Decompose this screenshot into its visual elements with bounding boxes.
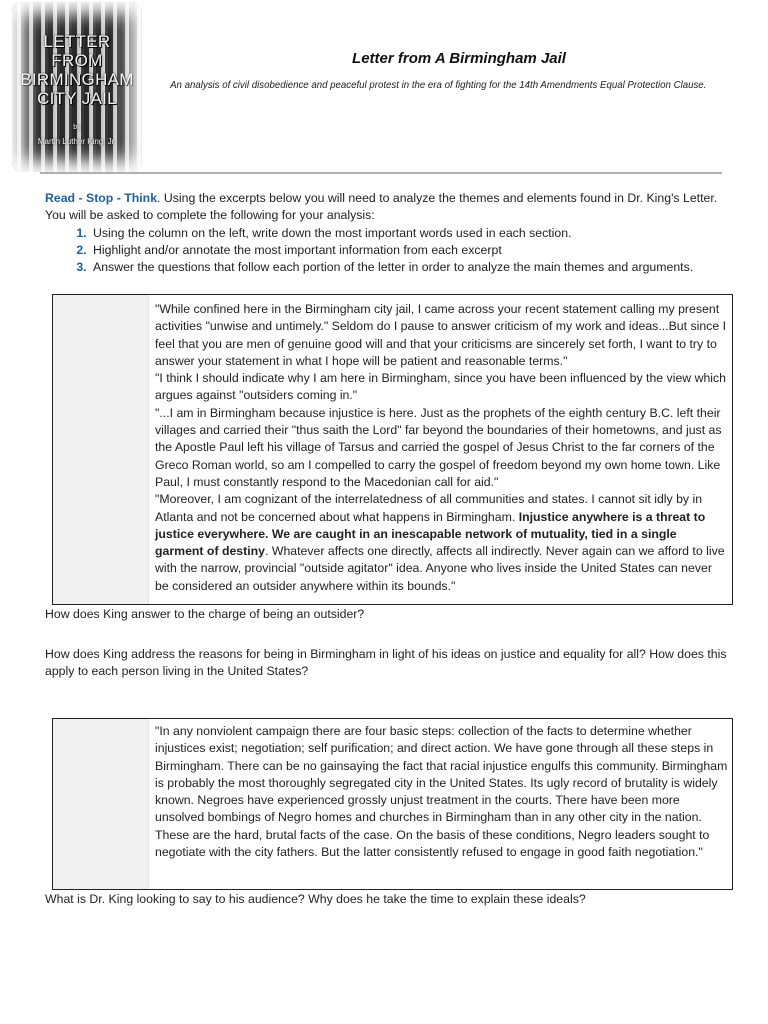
instruction-step: 1. Using the column on the left, write down the most important words used in each section. bbox=[90, 225, 725, 242]
excerpt-bold-quote: Injustice anywhere is a threat to justice everywhere. We are caught in an inescapable network of mutuality, tied in a single garment of destiny bbox=[155, 509, 706, 559]
excerpt-text-2 bbox=[155, 719, 732, 867]
instructions-intro bbox=[45, 190, 725, 225]
excerpt-text-1 bbox=[155, 295, 732, 601]
question-outsider: How does King answer to the charge of being an outsider? bbox=[45, 607, 365, 621]
instruction-step: 3. Answer the questions that follow each portion of the letter in order to analyze the main themes and arguments. bbox=[90, 259, 725, 276]
excerpt-box-2 bbox=[52, 718, 733, 890]
instruction-step: 2. Highlight and/or annotate the most important information from each excerpt bbox=[90, 242, 725, 259]
instructions-text: . Using the excerpts below you will need to analyze the themes and elements found in Dr. King's Letter. You will be asked to complete the following for your analysis: bbox=[45, 191, 718, 223]
question-audience: What is Dr. King looking to say to his audience? Why does he take the time to explain these ideals? bbox=[45, 892, 586, 906]
cover-author: Martin Luther King, Jr. bbox=[37, 137, 117, 146]
excerpt-paragraph bbox=[155, 491, 728, 595]
book-cover-image bbox=[12, 2, 142, 172]
excerpt-paragraph: "...I am in Birmingham because injustice is here. Just as the prophets of the eighth century B.C. left their villages and carried their "thus saith the Lord" far beyond the boundaries of their hometowns, and just as the Apostle Paul left his village of Tarsus and carried the gospel of Jesus Christ to the far corners of the Greco Roman world, so am I compelled to carry the gospel of freedom beyond my own home town. Like Paul, I must constantly respond to the Macedonian call for aid." bbox=[155, 405, 722, 489]
document-subtitle: An analysis of civil disobedience and peaceful protest in the era of fighting for the 14th Amendments Equal Protection Clause. bbox=[170, 80, 707, 91]
instructions-steps bbox=[45, 225, 725, 277]
notes-column-2[interactable] bbox=[53, 719, 149, 889]
cover-title: LETTER FROM BIRMINGHAM CITY JAIL bbox=[20, 32, 134, 108]
question-justice: How does King address the reasons for being in Birmingham in light of his ideas on justice and equality for all? How does this apply to each person living in the United States? bbox=[45, 647, 727, 679]
excerpt-text-span: . Whatever affects one directly, affects all indirectly. Never again can we afford to live with the narrow, provincial "outside agitator" idea. Anyone who lives inside the United States can never be considered an outsider anywhere within its bounds." bbox=[155, 544, 725, 593]
notes-column-1[interactable] bbox=[53, 295, 149, 604]
excerpt-paragraph: "I think I should indicate why I am here in Birmingham, since you have been influenced by the view which argues against "outsiders coming in." bbox=[155, 371, 727, 403]
cover-by: by bbox=[73, 124, 81, 131]
excerpt-paragraph: "While confined here in the Birmingham city jail, I came across your recent statement calling my present activities "unwise and untimely." Seldom do I pause to answer criticism of my work and ideas...But since I feel that you are men of genuine good will and that your criticisms are sincerely set forth, I want to try to answer your statement in what I hope will be patient and reasonable terms." bbox=[155, 302, 726, 368]
header-divider bbox=[40, 172, 722, 174]
excerpt-box-1 bbox=[52, 294, 733, 605]
instructions bbox=[45, 190, 725, 276]
document-title: Letter from A Birmingham Jail bbox=[352, 50, 566, 67]
instructions-lead: Read - Stop - Think bbox=[45, 191, 158, 205]
excerpt-paragraph: "In any nonviolent campaign there are four basic steps: collection of the facts to determine whether injustices exist; negotiation; self purification; and direct action. We have gone through all these steps in Birmingham. There can be no gainsaying the fact that racial injustice engulfs this community. Birmingham is probably the most thoroughly segregated city in the United States. Its ugly record of brutality is widely known. Negroes have experienced grossly unjust treatment in the courts. There have been more unsolved bombings of Negro homes and churches in Birmingham than in any other city in the nation. These are the hard, brutal facts of the case. On the basis of these conditions, Negro leaders sought to negotiate with the city fathers. But the latter consistently refused to engage in good faith negotiation." bbox=[155, 724, 728, 860]
excerpt-text-span: "Moreover, I am cognizant of the interrelatedness of all communities and states. I cannot sit idly by in Atlanta and not be concerned about what happens in Birmingham. bbox=[155, 492, 703, 524]
